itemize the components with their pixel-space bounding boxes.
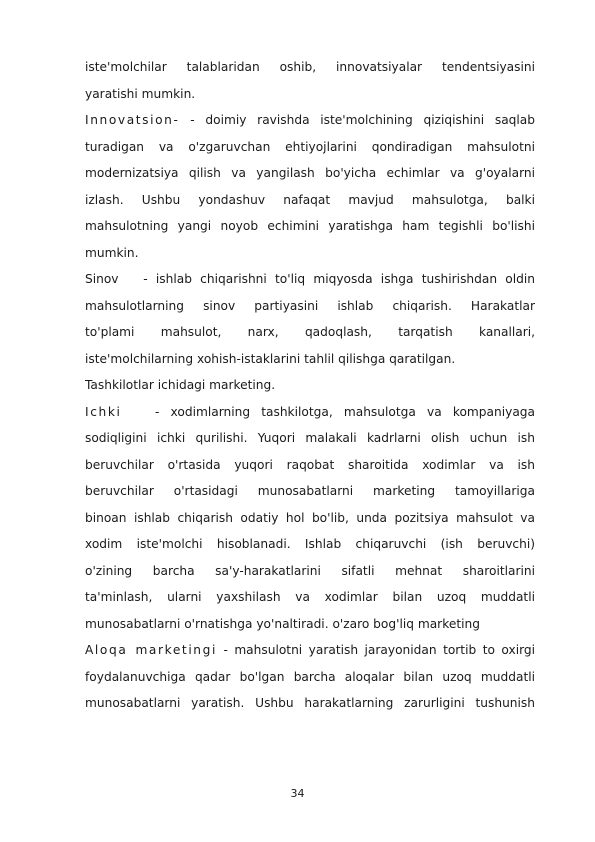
text-line: yaratishi mumkin.: [85, 86, 196, 101]
document-page: [85, 54, 535, 717]
text-line: modernizatsiya qilish va yangilash bo'yicha echimlar va g'oyalarni: [85, 166, 535, 180]
text-line: xodim iste'molchi hisoblanadi. Ishlab chiqaruvchi (ish beruvchi): [85, 537, 535, 551]
definition-text: - ishlab chiqarishni to'liq miqyosda ishga tushirishdan oldin: [143, 272, 536, 286]
paragraph-innovatsion: [85, 107, 535, 134]
paragraph-ichki: [85, 399, 535, 426]
text-line: munosabatlarni yaratish. Ushbu harakatlarning zarurligini tushunish: [85, 696, 535, 710]
text-line: o'zining barcha sa'y-harakatlarini sifatli mehnat sharoitlarini: [85, 563, 535, 578]
term-ichki: Ichki: [85, 404, 122, 419]
text-line: turadigan va o'zgaruvchan ehtiyojlarini qondiradigan mahsulotni: [85, 139, 535, 154]
text-line: beruvchilar o'rtasidagi munosabatlarni marketing tamoyillariga: [85, 484, 535, 498]
text-line: beruvchilar o'rtasida yuqori raqobat sharoitida xodimlar va ish: [85, 457, 535, 472]
term-sinov: Sinov: [85, 272, 119, 286]
section-heading: Tashkilotlar ichidagi marketing.: [85, 378, 276, 392]
page-number: 34: [290, 787, 305, 800]
definition-text: - doimiy ravishda iste'molchining qiziqishini saqlab: [190, 113, 535, 127]
text-line: binoan ishlab chiqarish odatiy hol bo'lib, unda pozitsiya mahsulot va: [85, 510, 535, 525]
text-line: mahsulotlarning sinov partiyasini ishlab chiqarish. Harakatlar: [85, 298, 535, 313]
term-aloqa-marketingi: Aloqa marketingi: [85, 643, 217, 657]
text-line: sodiqligini ichki qurilishi. Yuqori malakali kadrlarni olish uchun ish: [85, 431, 535, 445]
text-line: foydalanuvchiga qadar bo'lgan barcha aloqalar bilan uzoq muddatli: [85, 669, 535, 684]
text-line: munosabatlarni o'rnatishga yo'naltiradi. o'zaro bog'liq marketing: [85, 616, 480, 631]
paragraph-aloqa: [85, 637, 535, 664]
paragraph-sinov: [85, 266, 535, 293]
text-line: ta'minlash, ularni yaxshilash va xodimlar bilan uzoq muddatli: [85, 590, 535, 604]
definition-text: - xodimlarning tashkilotga, mahsulotga va kompaniyaga: [154, 404, 535, 419]
definition-text: - mahsulotni yaratish jarayonidan tortib to oxirgi: [223, 643, 536, 657]
text-line: mumkin.: [85, 245, 139, 260]
text-line: mahsulotning yangi noyob echimini yaratishga ham tegishli bo'lishi: [85, 219, 535, 233]
text-line: to'plami mahsulot, narx, qadoqlash, tarqatish kanallari,: [85, 325, 535, 339]
text-line: iste'molchilarning xohish-istaklarini tahlil qilishga qaratilgan.: [85, 351, 456, 366]
text-line: izlash. Ushbu yondashuv nafaqat mavjud mahsulotga, balki: [85, 192, 535, 207]
text-line: iste'molchilar talablaridan oshib, innovatsiyalar tendentsiyasini: [85, 60, 535, 74]
term-innovatsion: Innovatsion-: [85, 113, 180, 127]
